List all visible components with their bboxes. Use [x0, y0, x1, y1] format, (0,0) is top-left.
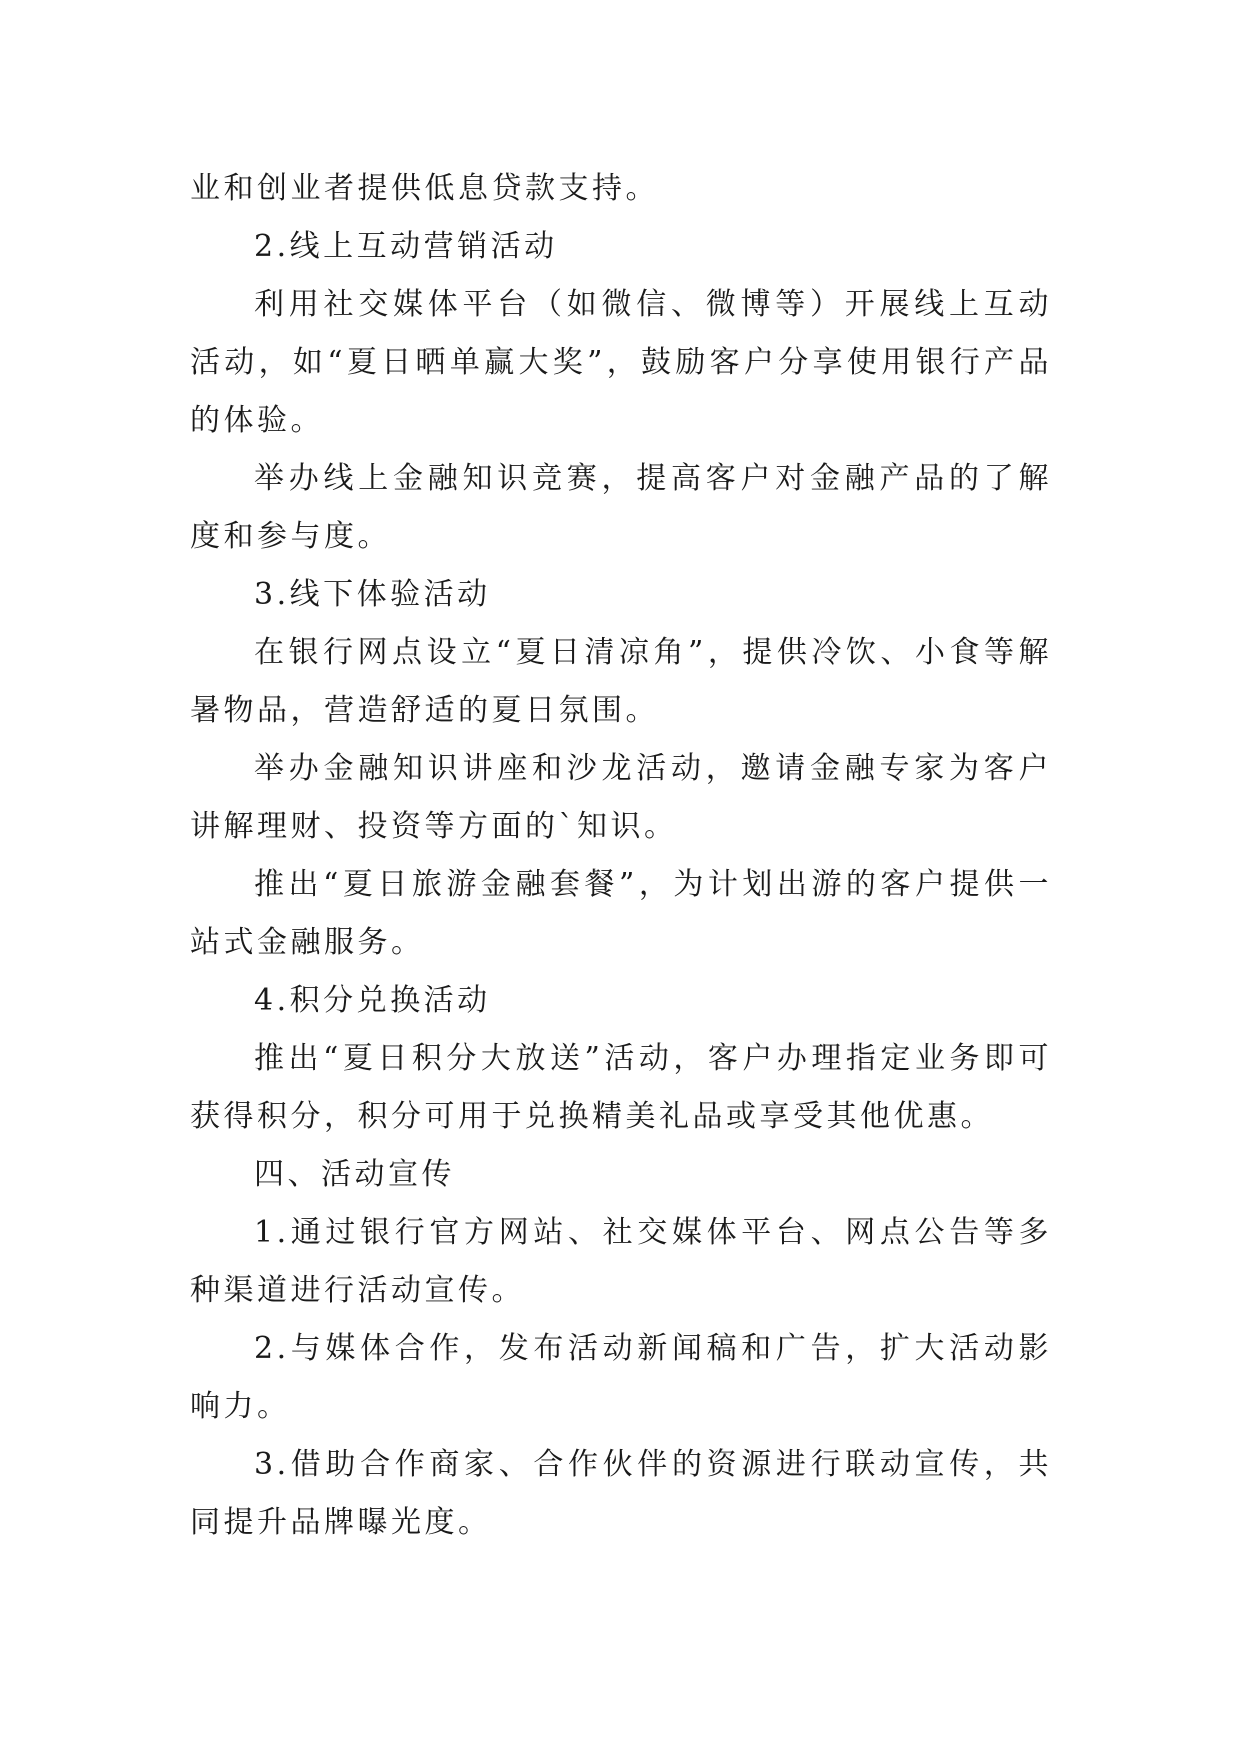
paragraph: 业和创业者提供低息贷款支持。	[190, 171, 659, 206]
paragraph: 2.与媒体合作，发布活动新闻稿和广告，扩大活动影响力。	[190, 1331, 1052, 1424]
paragraph: 1.通过银行官方网站、社交媒体平台、网点公告等多种渠道进行活动宣传。	[190, 1215, 1052, 1308]
section-heading: 2.线上互动营销活动	[254, 229, 558, 264]
paragraph: 3.借助合作商家、合作伙伴的资源进行联动宣传，共同提升品牌曝光度。	[190, 1447, 1052, 1540]
document-body	[190, 160, 1052, 1552]
paragraph: 推出“夏日积分大放送”活动，客户办理指定业务即可获得积分，积分可用于兑换精美礼品或享受其他优惠。	[190, 1041, 1052, 1134]
section-heading: 4.积分兑换活动	[254, 983, 491, 1018]
section-heading: 3.线下体验活动	[254, 577, 491, 612]
paragraph: 举办线上金融知识竞赛，提高客户对金融产品的了解度和参与度。	[190, 461, 1052, 554]
chapter-heading: 四、活动宣传	[254, 1157, 455, 1192]
paragraph: 举办金融知识讲座和沙龙活动，邀请金融专家为客户讲解理财、投资等方面的`知识。	[190, 751, 1052, 844]
paragraph: 在银行网点设立“夏日清凉角”，提供冷饮、小食等解暑物品，营造舒适的夏日氛围。	[190, 635, 1052, 728]
paragraph: 推出“夏日旅游金融套餐”，为计划出游的客户提供一站式金融服务。	[190, 867, 1052, 960]
paragraph: 利用社交媒体平台（如微信、微博等）开展线上互动活动，如“夏日晒单赢大奖”，鼓励客户分享使用银行产品的体验。	[190, 287, 1052, 438]
